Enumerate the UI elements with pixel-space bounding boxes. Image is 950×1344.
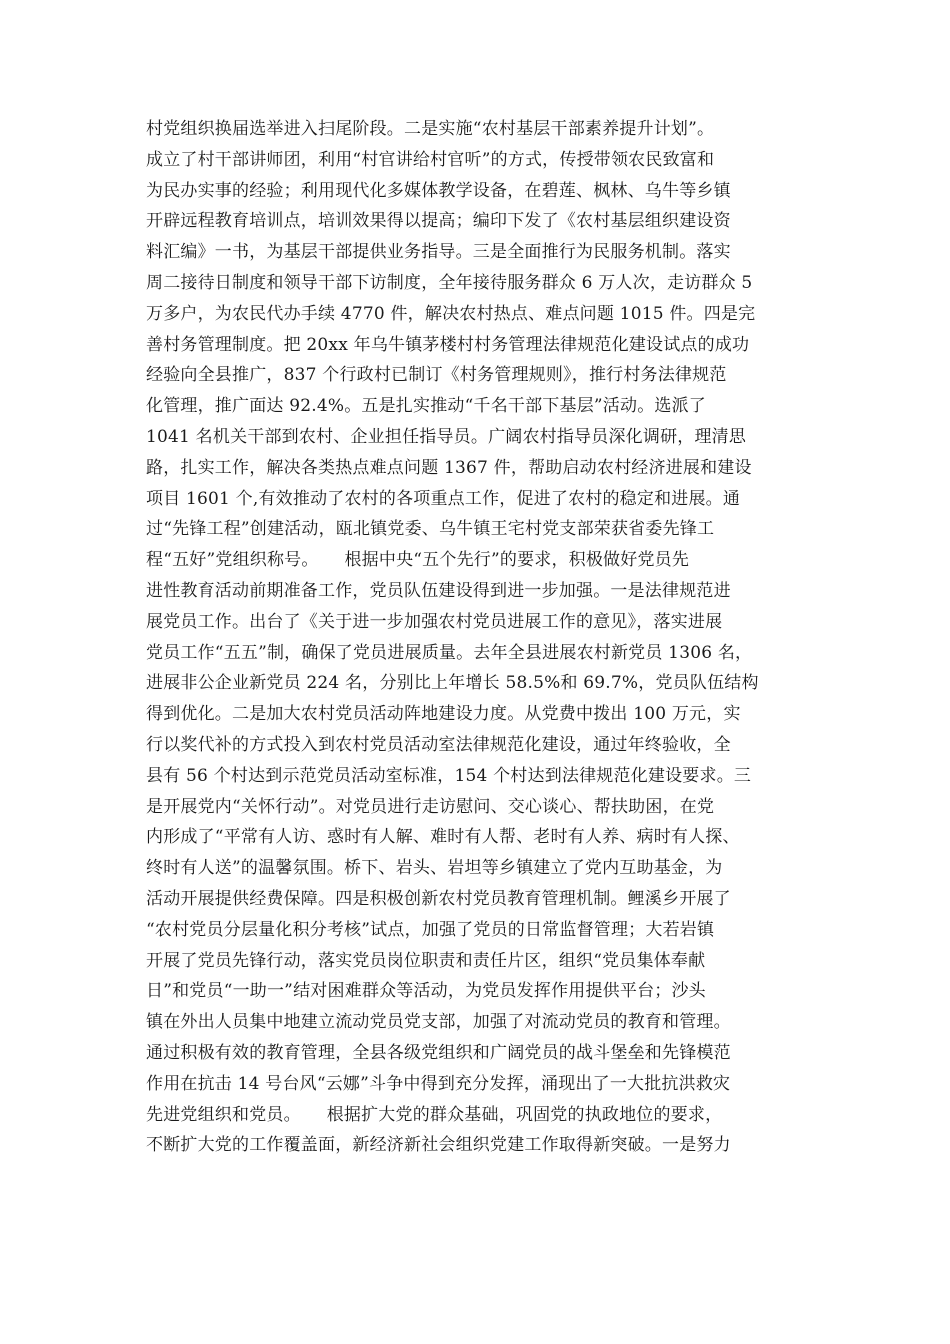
text-line: 料汇编》一书，为基层干部提供业务指导。三是全面推行为民服务机制。落实 — [146, 242, 731, 263]
text-line: 展党员工作。出台了《关于进一步加强农村党员进展工作的意见》，落实进展 — [146, 611, 723, 632]
body-text — [146, 114, 816, 1161]
text-line: 程“五好”党组织称号。 根据中央“五个先行”的要求，积极做好党员先 — [146, 550, 690, 571]
text-line: 过“先锋工程”创建活动，瓯北镇党委、乌牛镇王宅村党支部荣获省委先锋工 — [146, 519, 715, 540]
text-line: 县有 56 个村达到示范党员活动室标准，154 个村达到法律规范化建设要求。三 — [146, 765, 752, 786]
text-line: 周二接待日制度和领导干部下访制度，全年接待服务群众 6 万人次，走访群众 5 — [146, 272, 753, 293]
text-line: 经验向全县推广，837 个行政村已制订《村务管理规则》，推行村务法律规范 — [146, 365, 727, 386]
text-line: 党员工作“五五”制，确保了党员进展质量。去年全县进展农村新党员 1306 名， — [146, 642, 753, 663]
text-line: 行以奖代补的方式投入到农村党员活动室法律规范化建设，通过年终验收，全 — [146, 734, 731, 755]
text-line: 镇在外出人员集中地建立流动党员党支部，加强了对流动党员的教育和管理。 — [146, 1012, 731, 1033]
text-line: 是开展党内“关怀行动”。对党员进行走访慰问、交心谈心、帮扶助困，在党 — [146, 796, 715, 817]
text-line: 先进党组织和党员。 根据扩大党的群众基础，巩固党的执政地位的要求， — [146, 1104, 723, 1125]
text-line: 善村务管理制度。把 20xx 年乌牛镇茅楼村村务管理法律规范化建设试点的成功 — [146, 334, 750, 355]
text-line: “农村党员分层量化积分考核”试点，加强了党员的日常监督管理；大若岩镇 — [146, 919, 715, 940]
text-line: 进性教育活动前期准备工作，党员队伍建设得到进一步加强。一是法律规范进 — [146, 580, 731, 601]
text-line: 成立了村干部讲师团，利用“村官讲给村官听”的方式，传授带领农民致富和 — [146, 149, 715, 170]
text-line: 内形成了“平常有人访、惑时有人解、难时有人帮、老时有人养、病时有人探、 — [146, 827, 740, 848]
text-line: 化管理，推广面达 92.4%。五是扎实推动“千名干部下基层”活动。选派了 — [146, 396, 706, 417]
text-line: 开辟远程教育培训点，培训效果得以提高；编印下发了《农村基层组织建设资 — [146, 211, 731, 232]
text-line: 作用在抗击 14 号台风“云娜”斗争中得到充分发挥，涌现出了一大批抗洪救灾 — [146, 1073, 731, 1094]
text-line: 进展非公企业新党员 224 名，分别比上年增长 58.5%和 69.7%，党员队伍结构 — [146, 673, 759, 694]
text-line: 不断扩大党的工作覆盖面，新经济新社会组织党建工作取得新突破。一是努力 — [146, 1135, 731, 1156]
text-line: 1041 名机关干部到农村、企业担任指导员。广阔农村指导员深化调研，理清思 — [146, 426, 747, 447]
text-line: 路，扎实工作，解决各类热点难点问题 1367 件，帮助启动农村经济进展和建设 — [146, 457, 752, 478]
text-line: 活动开展提供经费保障。四是积极创新农村党员教育管理机制。鲤溪乡开展了 — [146, 888, 731, 909]
text-line: 得到优化。二是加大农村党员活动阵地建设力度。从党费中拨出 100 万元，实 — [146, 704, 741, 725]
text-line: 开展了党员先锋行动，落实党员岗位职责和责任片区，组织“党员集体奉献 — [146, 950, 706, 971]
text-line: 项目 1601 个,有效推动了农村的各项重点工作，促进了农村的稳定和进展。通 — [146, 488, 741, 509]
text-line: 村党组织换届选举进入扫尾阶段。二是实施“农村基层干部素养提升计划”。 — [146, 119, 715, 139]
text-line: 通过积极有效的教育管理，全县各级党组织和广阔党员的战斗堡垒和先锋模范 — [146, 1042, 731, 1063]
text-line: 为民办实事的经验；利用现代化多媒体教学设备，在碧莲、枫林、乌牛等乡镇 — [146, 180, 731, 201]
text-line: 终时有人送”的温馨氛围。桥下、岩头、岩坦等乡镇建立了党内互助基金，为 — [146, 858, 723, 879]
text-line: 日”和党员“一助一”结对困难群众等活动，为党员发挥作用提供平台；沙头 — [146, 981, 706, 1002]
text-line: 万多户，为农民代办手续 4770 件，解决农村热点、难点问题 1015 件。四是完 — [146, 303, 756, 324]
